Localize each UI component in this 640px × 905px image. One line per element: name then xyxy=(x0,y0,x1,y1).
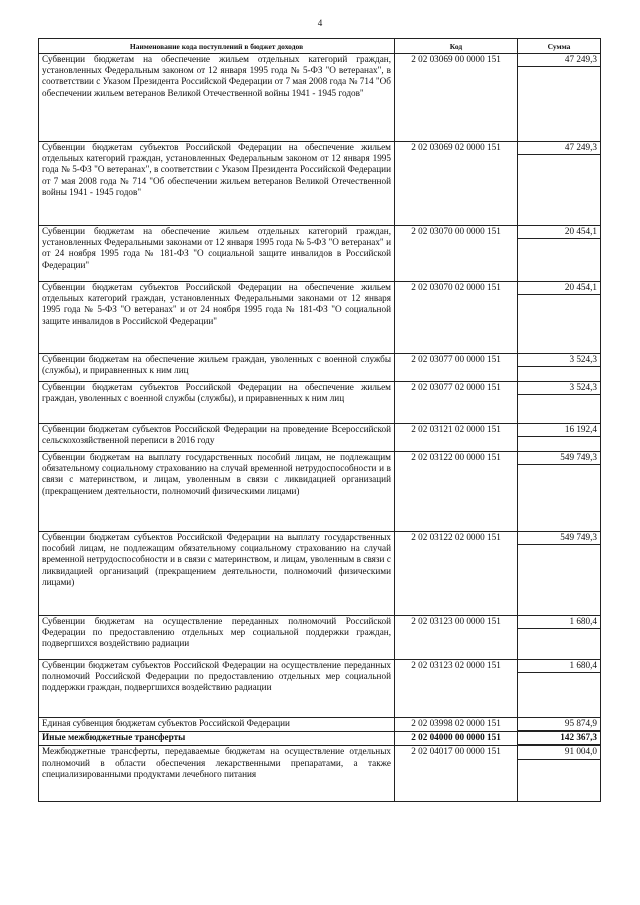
row-sum-value: 3 524,3 xyxy=(518,354,600,367)
page-number: 4 xyxy=(317,18,323,28)
row-sum-value: 142 367,3 xyxy=(518,732,600,745)
row-code: 2 02 03070 02 0000 151 xyxy=(395,282,518,354)
row-name: Субвенции бюджетам на обеспечение жильем отдельных категорий граждан, установленных Федеральными законами от 12 января 1995 года № 5-ФЗ "О ветеранах" и от 24 ноября 1995 года № 181-ФЗ "О социальной защите инвалидов в Российской Федерации" xyxy=(39,226,395,282)
row-name: Субвенции бюджетам субъектов Российской Федерации на обеспечение жильем граждан, уволенных с военной службы (службы), и приравненных к ним лиц xyxy=(39,382,395,424)
table-row xyxy=(39,226,601,282)
row-name: Субвенции бюджетам субъектов Российской Федерации на выплату государственных пособий лицам, не подлежащим обязательному социальному страхованию на случай временной нетрудоспособности и в связи с материнством, и лицам, уволенным в связи с ликвидацией организаций (прекращением деятельности, полномочий физическими лицами) xyxy=(39,532,395,616)
row-sum xyxy=(518,226,601,282)
row-name: Субвенции бюджетам субъектов Российской Федерации на обеспечение жильем отдельных категорий граждан, установленных Федеральными законами от 12 января 1995 года № 5-ФЗ "О ветеранах" и от 24 ноября 1995 года № 181-ФЗ "О социальной защите инвалидов в Российской Федерации" xyxy=(39,282,395,354)
row-code: 2 02 03069 02 0000 151 xyxy=(395,142,518,226)
row-sum-value: 1 680,4 xyxy=(518,660,600,673)
table-row xyxy=(39,54,601,142)
row-name: Субвенции бюджетам субъектов Российской Федерации на проведение Всероссийской сельскохозяйственной переписи в 2016 году xyxy=(39,424,395,452)
row-name: Иные межбюджетные трансферты xyxy=(39,732,395,746)
table-header-row xyxy=(39,39,601,54)
table-row xyxy=(39,660,601,718)
revenue-table xyxy=(38,38,601,802)
row-code: 2 02 03077 00 0000 151 xyxy=(395,354,518,382)
row-sum-value: 549 749,3 xyxy=(518,452,600,465)
row-sum xyxy=(518,54,601,142)
row-sum-value: 47 249,3 xyxy=(518,54,600,67)
row-name: Субвенции бюджетам субъектов Российской Федерации на осуществление переданных полномочий Российской Федерации по предоставлению отдельных мер социальной поддержки граждан, подвергшихся воздействию радиации xyxy=(39,660,395,718)
table-row xyxy=(39,452,601,532)
row-sum xyxy=(518,382,601,424)
row-code: 2 02 03069 00 0000 151 xyxy=(395,54,518,142)
row-sum xyxy=(518,142,601,226)
row-sum-value: 20 454,1 xyxy=(518,282,600,295)
table-row xyxy=(39,382,601,424)
header-name: Наименование кода поступлений в бюджет доходов xyxy=(39,39,395,54)
table-row xyxy=(39,282,601,354)
header-code: Код xyxy=(395,39,518,54)
row-name: Субвенции бюджетам на осуществление переданных полномочий Российской Федерации по предоставлению отдельных мер социальной поддержки граждан, подвергшихся воздействию радиации xyxy=(39,616,395,660)
row-name: Субвенции бюджетам на обеспечение жильем граждан, уволенных с военной службы (службы), и приравненных к ним лиц xyxy=(39,354,395,382)
row-code: 2 02 03121 02 0000 151 xyxy=(395,424,518,452)
row-sum-value: 16 192,4 xyxy=(518,424,600,437)
table-row xyxy=(39,616,601,660)
table-row xyxy=(39,354,601,382)
row-code: 2 02 03122 02 0000 151 xyxy=(395,532,518,616)
row-sum xyxy=(518,452,601,532)
row-name: Межбюджетные трансферты, передаваемые бюджетам на осуществление отдельных полномочий в области обеспечения лекарственными препаратами, а также специализированными продуктами лечебного питания xyxy=(39,746,395,802)
table-row xyxy=(39,746,601,802)
row-sum xyxy=(518,616,601,660)
row-sum-value: 47 249,3 xyxy=(518,142,600,155)
row-name: Субвенции бюджетам на обеспечение жильем отдельных категорий граждан, установленных Федеральным законом от 12 января 1995 года № 5-ФЗ "О ветеранах", в соответствии с Указом Президента Российской Федерации от 7 мая 2008 года № 714 "Об обеспечении жильем ветеранов Великой Отечественной войны 1941 - 1945 годов" xyxy=(39,54,395,142)
row-name: Единая субвенция бюджетам субъектов Российской Федерации xyxy=(39,718,395,732)
row-code: 2 02 03123 02 0000 151 xyxy=(395,660,518,718)
table-row-total xyxy=(39,732,601,746)
row-code: 2 02 04017 00 0000 151 xyxy=(395,746,518,802)
row-sum xyxy=(518,532,601,616)
row-name: Субвенции бюджетам на выплату государственных пособий лицам, не подлежащим обязательному социальному страхованию на случай временной нетрудоспособности и в связи с материнством, и лицам, уволенным в связи с ликвидацией организаций (прекращением деятельности, полномочий физическими лицами) xyxy=(39,452,395,532)
row-sum xyxy=(518,354,601,382)
row-name: Субвенции бюджетам субъектов Российской Федерации на обеспечение жильем отдельных категорий граждан, установленных Федеральным законом от 12 января 1995 года № 5-ФЗ "О ветеранах", в соответствии с Указом Президента Российской Федерации от 7 мая 2008 года № 714 "Об обеспечении жильем ветеранов Великой Отечественной войны 1941 - 1945 годов" xyxy=(39,142,395,226)
row-sum xyxy=(518,282,601,354)
row-sum-value: 20 454,1 xyxy=(518,226,600,239)
row-sum xyxy=(518,660,601,718)
table-row xyxy=(39,142,601,226)
table-row xyxy=(39,532,601,616)
row-code: 2 02 03122 00 0000 151 xyxy=(395,452,518,532)
row-code: 2 02 03070 00 0000 151 xyxy=(395,226,518,282)
row-sum-value: 1 680,4 xyxy=(518,616,600,629)
row-sum xyxy=(518,424,601,452)
table-row xyxy=(39,424,601,452)
header-sum: Сумма xyxy=(518,39,601,54)
row-sum xyxy=(518,746,601,802)
row-code: 2 02 03998 02 0000 151 xyxy=(395,718,518,732)
row-sum xyxy=(518,718,601,732)
row-code: 2 02 03123 00 0000 151 xyxy=(395,616,518,660)
row-sum-value: 95 874,9 xyxy=(518,718,600,731)
row-sum-value: 549 749,3 xyxy=(518,532,600,545)
row-sum xyxy=(518,732,601,746)
table-row xyxy=(39,718,601,732)
row-code: 2 02 04000 00 0000 151 xyxy=(395,732,518,746)
row-sum-value: 91 004,0 xyxy=(518,746,600,759)
row-code: 2 02 03077 02 0000 151 xyxy=(395,382,518,424)
row-sum-value: 3 524,3 xyxy=(518,382,600,395)
